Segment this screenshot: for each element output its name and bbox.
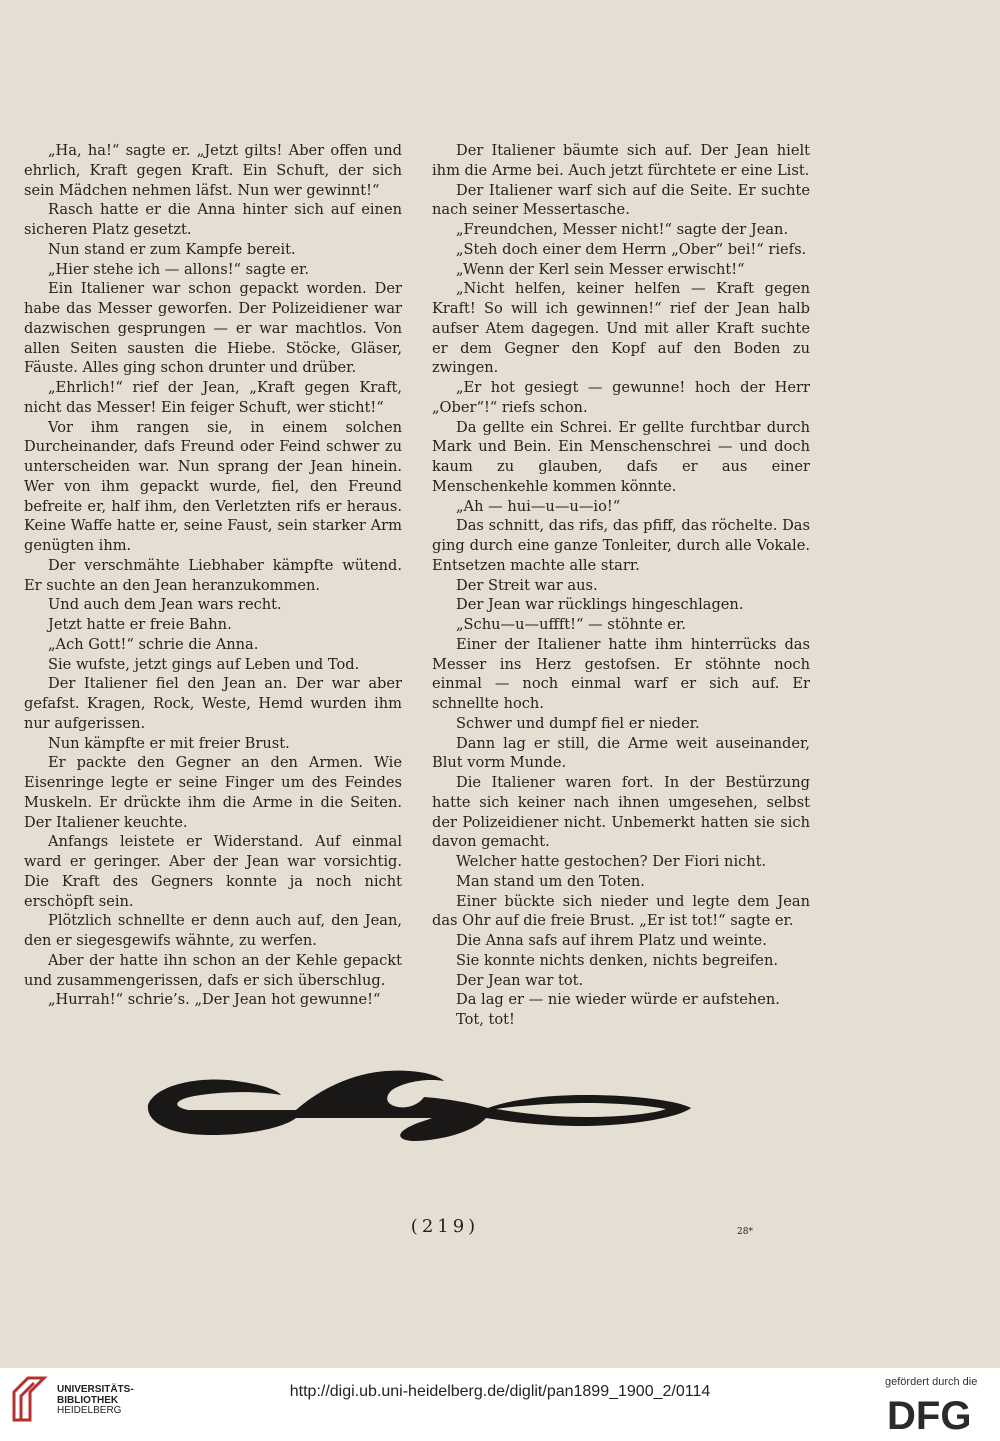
paragraph: Man stand um den Toten.: [456, 872, 645, 890]
permalink-url[interactable]: http://digi.ub.uni-heidelberg.de/diglit/pan1899_1900_2/0114: [289, 1383, 711, 1400]
paragraph: „Hurrah!“ schrie’s. „Der Jean hot gewunne!“: [48, 991, 381, 1009]
paragraph: „Ehrlich!“ rief der Jean, „Kraft gegen Kraft, nicht das Messer! Ein feiger Schuft, wer sticht!“: [24, 379, 402, 416]
paragraph: „Er hot gesiegt — gewunne! hoch der Herr „Ober“!“ riefs schon.: [432, 379, 810, 416]
paragraph: Der Jean war rücklings hingeschlagen.: [456, 596, 744, 614]
paragraph: Die Anna safs auf ihrem Platz und weinte.: [456, 932, 767, 949]
paragraph: Der Italiener fiel den Jean an. Der war aber gefafst. Kragen, Rock, Weste, Hemd wurden ihm nur aufgerissen.: [24, 675, 402, 732]
ornament-icon: [146, 1064, 691, 1144]
paragraph: Der Jean war tot.: [456, 971, 584, 989]
paragraph: „Ha, ha!“ sagte er. „Jetzt gilts! Aber offen und ehrlich, Kraft gegen Kraft. Ein Schuft, der sich sein Mädchen nehmen läfst. Nun wer gewinnt!“: [24, 142, 402, 199]
footer-bar: [0, 1368, 1000, 1441]
dfg-logo-icon[interactable]: [887, 1396, 987, 1432]
ub-heidelberg-logo-icon[interactable]: [10, 1376, 48, 1422]
paragraph: Der Italiener bäumte sich auf. Der Jean hielt ihm die Arme bei. Auch jetzt fürchtete er eine List.: [432, 142, 810, 179]
bracket-right-icon: ): [468, 1216, 480, 1237]
paragraph: „Schu—u—uffft!“ — stöhnte er.: [456, 616, 687, 633]
page-number-value: 219: [421, 1216, 469, 1237]
paragraph: Da gellte ein Schrei. Er gellte furchtbar durch Mark und Bein. Ein Menschenschrei — und doch kaum zu glauben, dafs er aus einer Menschenkehle kommen könnte.: [432, 418, 810, 495]
paragraph: Nun stand er zum Kampfe bereit.: [48, 240, 296, 258]
signature-mark: 28*: [737, 1227, 753, 1237]
paragraph: Er packte den Gegner an den Armen. Wie Eisenringe legte er seine Finger um des Feindes Muskeln. Er drückte ihm die Arme in die Seiten. Der Italiener keuchte.: [24, 754, 402, 831]
paragraph: Anfangs leistete er Widerstand. Auf einmal ward er geringer. Aber der Jean war vorsichtig. Die Kraft des Gegners konnte ja noch nicht erschöpft sein.: [24, 833, 402, 910]
dfg-logo-text: DFG: [887, 1396, 972, 1432]
left-text-column: [24, 141, 402, 1010]
paragraph: Vor ihm rangen sie, in einem solchen Durcheinander, dafs Freund oder Feind schwer zu unterscheiden war. Nun sprang der Jean hinein. Wer von ihm gepackt wurde, fiel, den Freund befreite er, half ihm, den Verletzten rifs er heraus. Keine Waffe hatte er, seine Faust, sein starker Arm genügten ihm.: [24, 418, 402, 554]
paragraph: Tot, tot!: [456, 1011, 515, 1028]
paragraph: Plötzlich schnellte er denn auch auf, den Jean, den er siegesgewifs wähnte, zu werfen.: [24, 912, 402, 949]
paragraph: Welcher hatte gestochen? Der Fiori nicht.: [456, 853, 767, 870]
paragraph: „Ach Gott!“ schrie die Anna.: [48, 635, 259, 653]
paragraph: Nun kämpfte er mit freier Brust.: [48, 734, 290, 752]
bracket-left-icon: (: [410, 1216, 422, 1237]
library-name[interactable]: [57, 1385, 134, 1417]
paragraph: Dann lag er still, die Arme weit auseinander, Blut vorm Munde.: [432, 734, 810, 772]
paragraph: Da lag er — nie wieder würde er aufstehen.: [456, 991, 780, 1009]
paragraph: Und auch dem Jean wars recht.: [48, 596, 282, 614]
paragraph: „Ah — hui—u—u—io!“: [456, 497, 621, 515]
right-text-column: [432, 141, 810, 1030]
paragraph: Schwer und dumpf fiel er nieder.: [456, 714, 700, 732]
paragraph: Das schnitt, das rifs, das pfiff, das röchelte. Das ging durch eine ganze Tonleiter, durch alle Vokale. Entsetzen machte alle starr.: [432, 517, 810, 574]
paragraph: „Wenn der Kerl sein Messer erwischt!“: [456, 260, 745, 278]
paragraph: „Steh doch einer dem Herrn „Ober“ bei!“ riefs.: [456, 240, 807, 258]
paragraph: Der Italiener warf sich auf die Seite. Er suchte nach seiner Messertasche.: [432, 181, 810, 219]
paragraph: Einer der Italiener hatte ihm hinterrücks das Messer ins Herz gestofsen. Er stöhnte noch einmal — noch einmal warf er sich auf. Er schnellte hoch.: [432, 635, 810, 712]
paragraph: Rasch hatte er die Anna hinter sich auf einen sicheren Platz gesetzt.: [24, 201, 402, 238]
paragraph: „Freundchen, Messer nicht!“ sagte der Jean.: [456, 221, 789, 238]
paragraph: Die Italiener waren fort. In der Bestürzung hatte sich keiner nach ihnen umgesehen, selbst der Polizeidiener nicht. Unbemerkt hatten sie sich davon gemacht.: [432, 774, 810, 851]
paragraph: Sie wufste, jetzt gings auf Leben und Tod.: [48, 655, 360, 673]
paragraph: Jetzt hatte er freie Bahn.: [48, 616, 232, 633]
paragraph: „Hier stehe ich — allons!“ sagte er.: [48, 260, 309, 278]
paragraph: Einer bückte sich nieder und legte dem Jean das Ohr auf die freie Brust. „Er ist tot!“ sagte er.: [432, 892, 810, 930]
funded-by-label: gefördert durch die: [885, 1376, 978, 1388]
page-number: [400, 1216, 490, 1237]
paragraph: „Nicht helfen, keiner helfen — Kraft gegen Kraft! So will ich gewinnen!“ rief der Jean halb aufser Atem dagegen. Und mit aller Kraft suchte er dem Gegner den Kopf auf den Boden zu zwingen.: [432, 280, 810, 377]
paragraph: Der verschmähte Liebhaber kämpfte wütend. Er suchte an den Jean heranzukommen.: [24, 556, 402, 594]
paragraph: Aber der hatte ihn schon an der Kehle gepackt und zusammengerissen, dafs er sich überschlug.: [24, 951, 402, 989]
library-name-line2: BIBLIOTHEK: [57, 1394, 119, 1406]
paragraph: Sie konnte nichts denken, nichts begreifen.: [456, 951, 778, 969]
paragraph: Der Streit war aus.: [456, 576, 598, 594]
library-name-line3: HEIDELBERG: [57, 1405, 122, 1416]
paragraph: Ein Italiener war schon gepackt worden. Der habe das Messer geworfen. Der Polizeidiener war dazwischen gesprungen — er war machtlos. Von allen Seiten sausten die Hiebe. Stöcke, Gläser, Fäuste. Alles ging schon drunter und drüber.: [24, 280, 402, 377]
library-name-line1: UNIVERSITÄTS-: [57, 1384, 134, 1395]
